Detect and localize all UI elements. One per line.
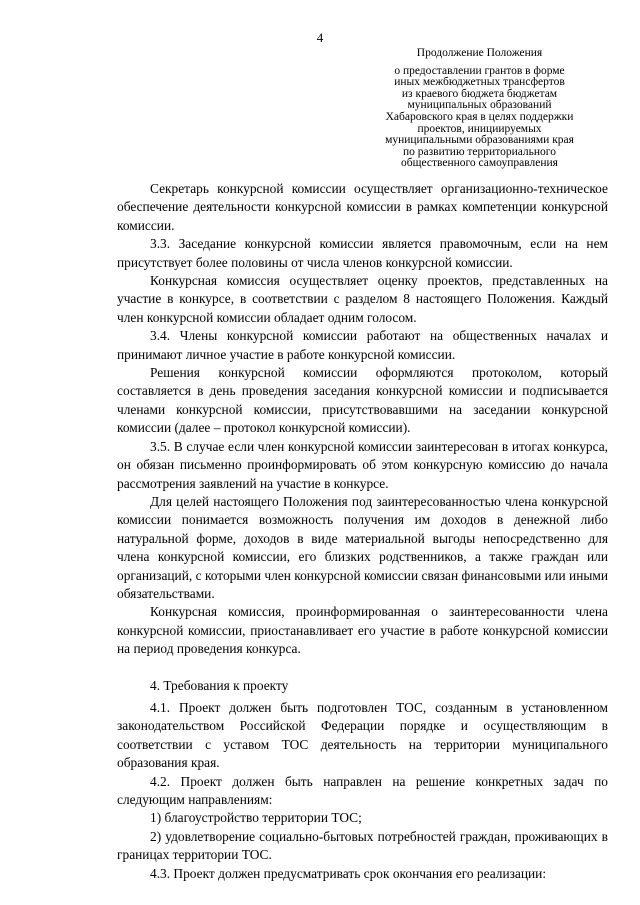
page-number: 4 bbox=[316, 30, 324, 45]
section-heading: 4. Требования к проекту bbox=[150, 677, 289, 693]
paragraph: Конкурсная комиссия, проинформированная о заинтересованности члена конкурсной комиссии, приостанавливает его участие в работе конкурсной комиссии на период проведения конкурса. bbox=[117, 604, 608, 657]
paragraph: 4.2. Проект должен быть направлен на решение конкретных задач по следующим направлениям: bbox=[117, 773, 608, 807]
header-line: по развитию территориального bbox=[403, 145, 556, 158]
paragraph: Решения конкурсной комиссии оформляются протоколом, который составляется в день проведения заседания конкурсной комиссии и подписывается членами конкурсной комиссии, присутствовавшими на заседании конкурсной комиссии (далее – протокол конкурсной комиссии). bbox=[117, 365, 608, 436]
list-item: 2) удовлетворение социально-бытовых потребностей граждан, проживающих в границах территории ТОС. bbox=[117, 828, 608, 863]
document-body bbox=[117, 180, 608, 883]
paragraph: Для целей настоящего Положения под заинтересованностью члена конкурсной комиссии понимается возможность получения им доходов в денежной либо натуральной форме, доходов в виде материальной выгоды непосредственно для члена конкурсной комиссии, его близких родственников, а также граждан или организаций, с которыми член конкурсной комиссии связан финансовыми или иными обязательствами. bbox=[117, 493, 608, 601]
header-line: муниципальными образованиями края bbox=[385, 134, 574, 147]
paragraph: 3.5. В случае если член конкурсной комиссии заинтересован в итогах конкурса, он обязан письменно проинформировать об этом конкурсную комиссию до начала рассмотрения заявлений на участие в конкурсе. bbox=[117, 438, 608, 491]
paragraph: 3.3. Заседание конкурсной комиссии является правомочным, если на нем присутствует более половины от числа членов конкурсной комиссии. bbox=[117, 236, 608, 270]
paragraph: Секретарь конкурсной комиссии осуществляет организационно-техническое обеспечение деятельности конкурсной комиссии в рамках компетенции конкурсной комиссии. bbox=[117, 181, 608, 233]
header-line: из краевого бюджета бюджетам bbox=[401, 87, 558, 100]
paragraph: Конкурсная комиссия осуществляет оценку проектов, представленных на участие в конкурсе, в соответствии с разделом 8 настоящего Положения. Каждый член конкурсной комиссии обладает одним голосом. bbox=[117, 273, 608, 325]
header-line: проектов, инициируемых bbox=[417, 122, 542, 135]
list-item: 1) благоустройство территории ТОС; bbox=[150, 810, 362, 826]
header-line: Хабаровского края в целях поддержки bbox=[385, 110, 574, 123]
header-line: о предоставлении грантов в форме bbox=[394, 64, 565, 77]
paragraph: 3.4. Члены конкурсной комиссии работают на общественных началах и принимают личное участие в работе конкурсной комиссии. bbox=[117, 328, 608, 362]
paragraph: 4.3. Проект должен предусматривать срок окончания его реализации: bbox=[150, 865, 547, 881]
header-line: общественного самоуправления bbox=[401, 157, 558, 170]
header-title: Продолжение Положения bbox=[416, 47, 543, 59]
document-header bbox=[372, 48, 587, 170]
paragraph: 4.1. Проект должен быть подготовлен ТОС, созданным в установленном законодательством Российской Федерации порядке и осуществляющим в соответствии с уставом ТОС деятельность на территории муниципального образования края. bbox=[117, 699, 608, 771]
header-line: муниципальных образований bbox=[407, 99, 552, 112]
header-line: иных межбюджетных трансфертов bbox=[394, 76, 565, 89]
